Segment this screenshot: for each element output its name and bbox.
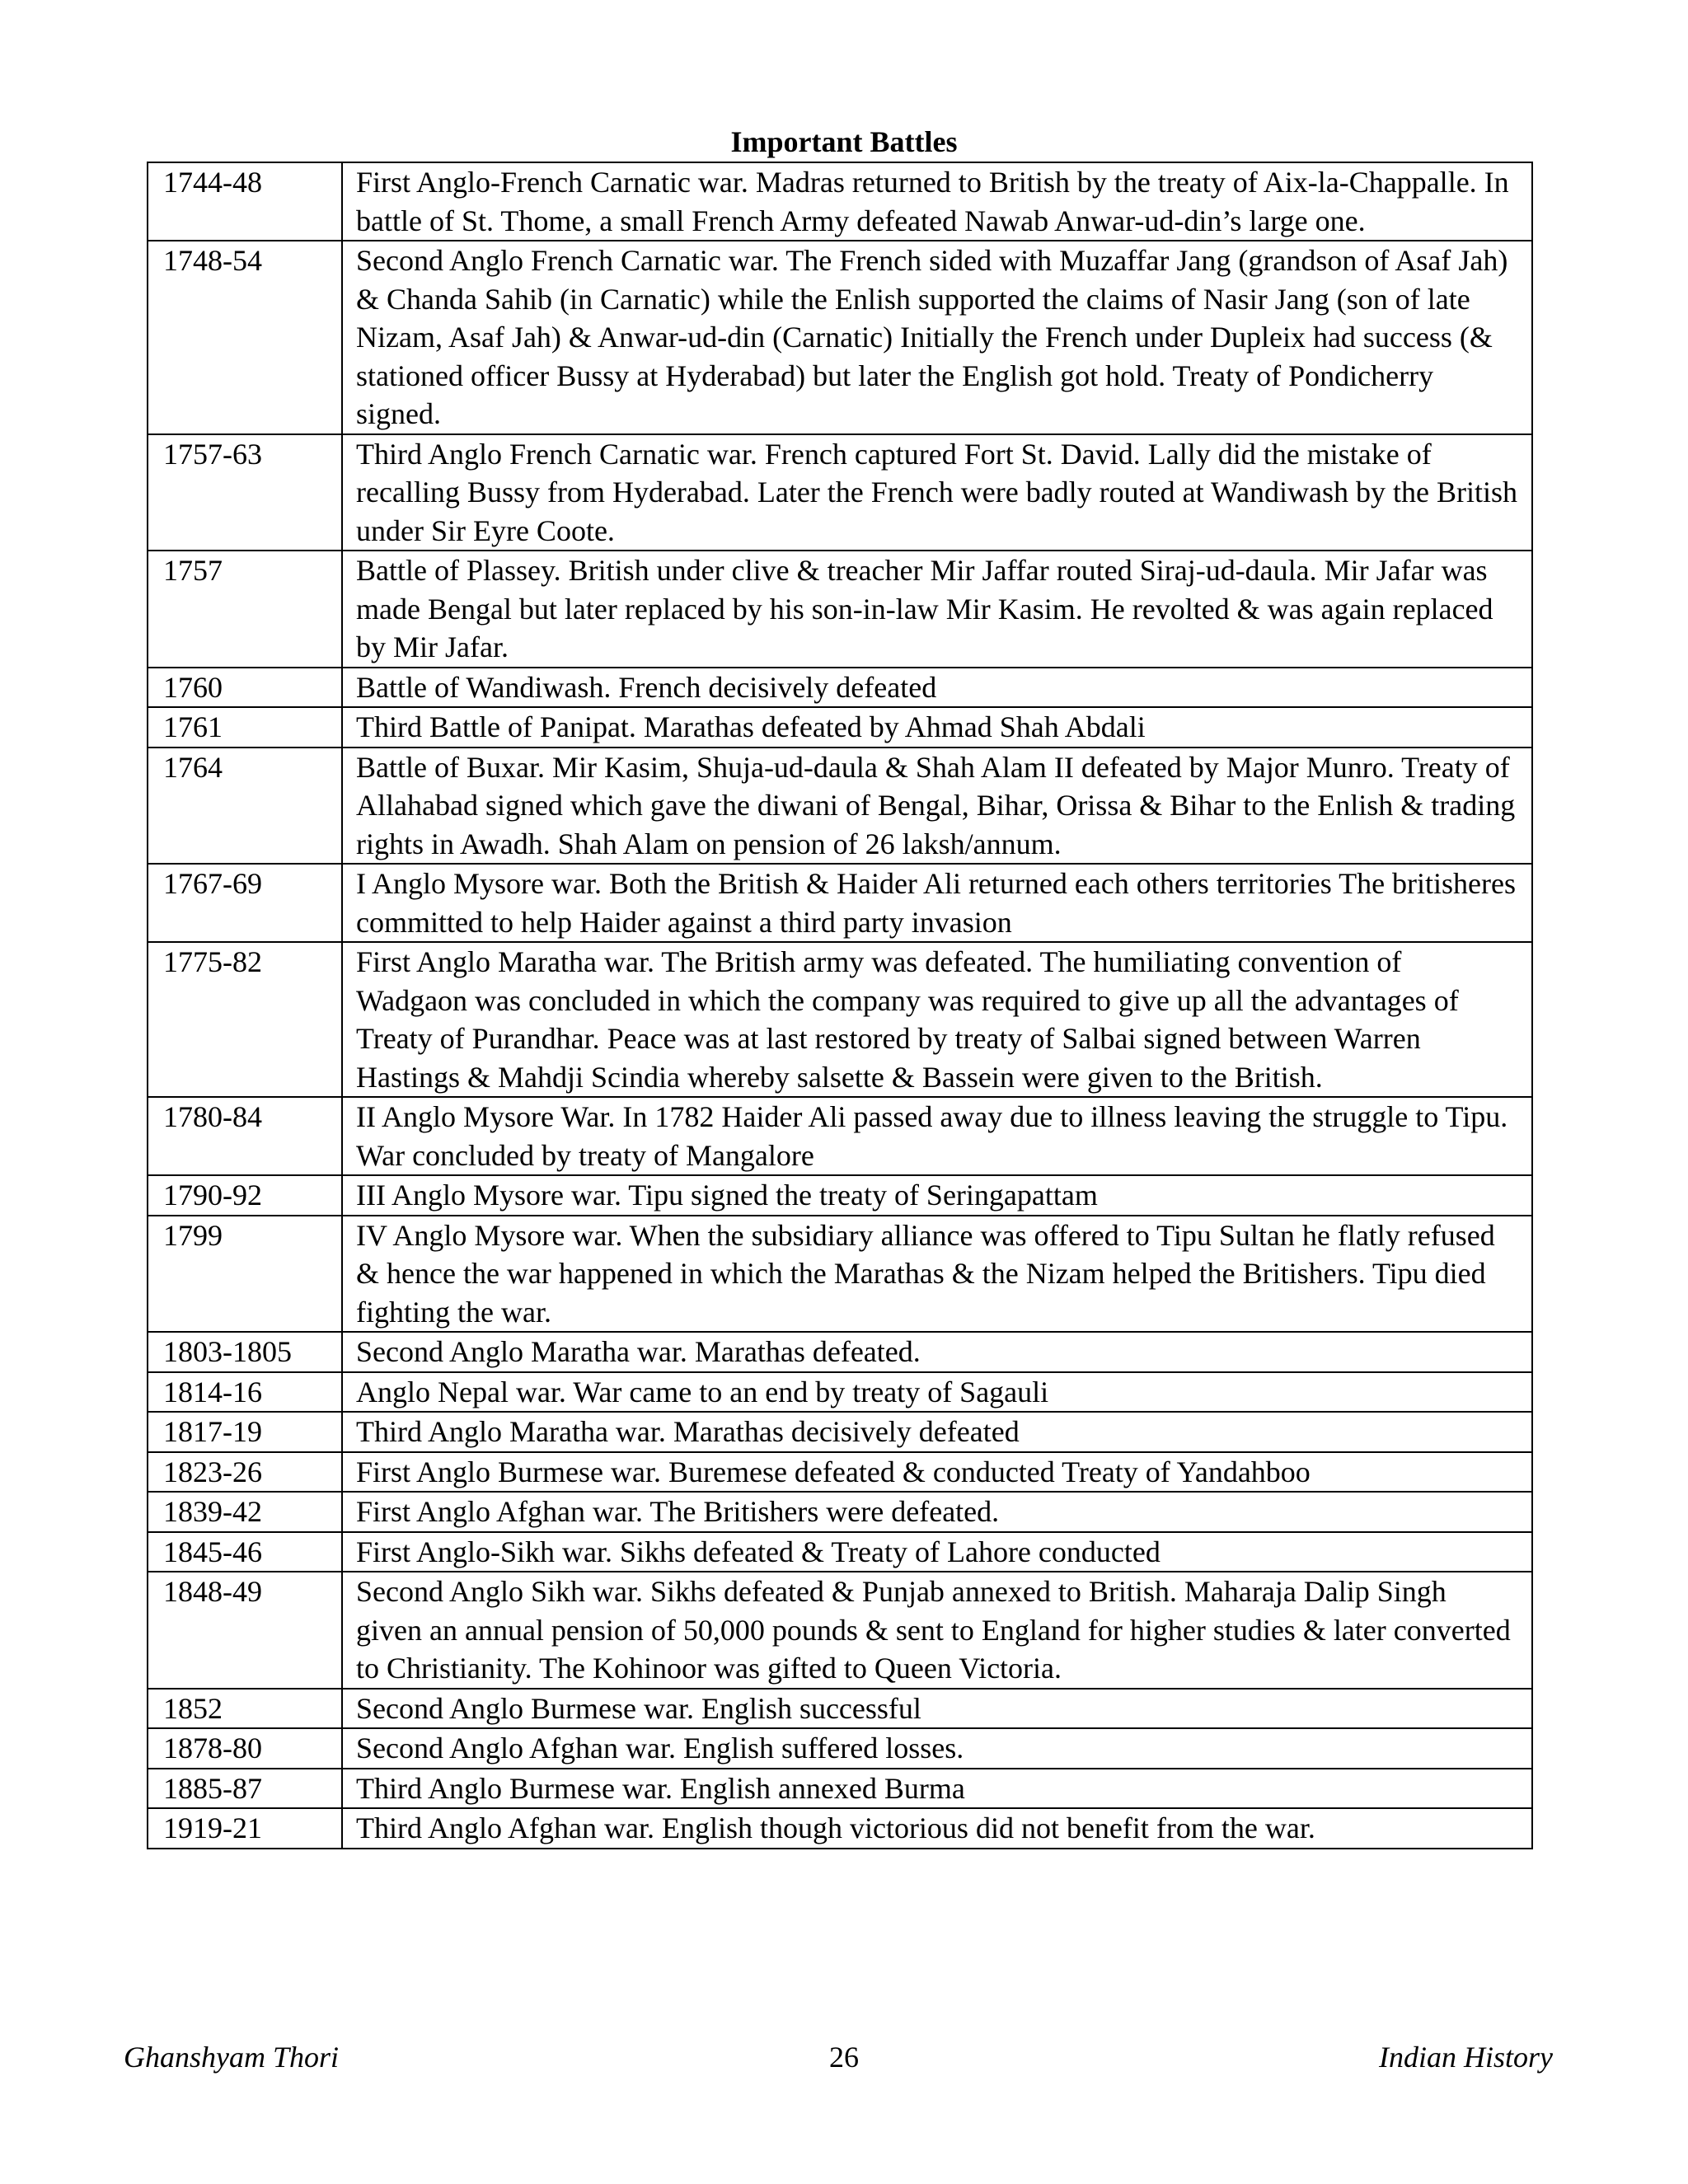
year-cell: 1790-92 [148,1175,342,1216]
table-row [148,1332,1532,1372]
table-row [148,1097,1532,1175]
year-cell: 1885-87 [148,1769,342,1809]
footer-page-number: 26 [829,2041,859,2074]
table-row [148,1412,1532,1452]
year-cell: 1775-82 [148,942,342,1097]
year-cell: 1814-16 [148,1372,342,1413]
event-cell: Anglo Nepal war. War came to an end by treaty of Sagauli [342,1372,1532,1413]
event-cell: Third Anglo French Carnatic war. French captured Fort St. David. Lally did the mistake of recalling Bussy from Hyderabad. Later the French were badly routed at Wandiwash by the British under Sir Eyre Coote. [342,434,1532,551]
year-cell: 1761 [148,707,342,748]
year-cell: 1799 [148,1216,342,1333]
event-cell: Second Anglo Sikh war. Sikhs defeated & Punjab annexed to British. Maharaja Dalip Singh given an annual pension of 50,000 pounds & sent to England for higher studies & later converted to Christianity. The Kohinoor was gifted to Queen Victoria. [342,1572,1532,1689]
table-row [148,1492,1532,1532]
event-cell: I Anglo Mysore war. Both the British & Haider Ali returned each others territories The britisheres committed to help Haider against a third party invasion [342,864,1532,942]
year-cell: 1764 [148,748,342,865]
table-row [148,1216,1532,1333]
event-cell: First Anglo-French Carnatic war. Madras returned to British by the treaty of Aix-la-Chappalle. In battle of St. Thome, a small French Army defeated Nawab Anwar-ud-din’s large one. [342,162,1532,241]
table-row [148,1175,1532,1216]
event-cell: Third Anglo Afghan war. English though victorious did not benefit from the war. [342,1808,1532,1849]
event-cell: First Anglo-Sikh war. Sikhs defeated & Treaty of Lahore conducted [342,1532,1532,1572]
table-row [148,434,1532,551]
table-row [148,748,1532,865]
event-cell: Battle of Plassey. British under clive & treacher Mir Jaffar routed Siraj-ud-daula. Mir Jafar was made Bengal but later replaced by his son-in-law Mir Kasim. He revolted & was again replaced by Mir Jafar. [342,551,1532,668]
footer-author: Ghanshyam Thori [124,2041,340,2074]
year-cell: 1845-46 [148,1532,342,1572]
event-cell: First Anglo Afghan war. The Britishers were defeated. [342,1492,1532,1532]
event-cell: Second Anglo Burmese war. English successful [342,1689,1532,1729]
year-cell: 1760 [148,668,342,708]
table-row [148,1372,1532,1413]
battles-table [147,162,1533,1849]
table-row [148,1689,1532,1729]
event-cell: II Anglo Mysore War. In 1782 Haider Ali passed away due to illness leaving the struggle to Tipu. War concluded by treaty of Mangalore [342,1097,1532,1175]
table-row [148,162,1532,241]
table-row [148,1452,1532,1493]
year-cell: 1878-80 [148,1728,342,1769]
event-cell: Second Anglo Afghan war. English suffered losses. [342,1728,1532,1769]
year-cell: 1839-42 [148,1492,342,1532]
event-cell: Battle of Buxar. Mir Kasim, Shuja-ud-daula & Shah Alam II defeated by Major Munro. Treaty of Allahabad signed which gave the diwani of Bengal, Bihar, Orissa & Bihar to the Enlish & trading rights in Awadh. Shah Alam on pension of 26 laksh/annum. [342,748,1532,865]
table-row [148,1808,1532,1849]
table-row [148,1769,1532,1809]
event-cell: Second Anglo Maratha war. Marathas defeated. [342,1332,1532,1372]
event-cell: Third Battle of Panipat. Marathas defeated by Ahmad Shah Abdali [342,707,1532,748]
year-cell: 1757 [148,551,342,668]
table-row [148,1572,1532,1689]
table-row [148,241,1532,434]
table-row [148,1728,1532,1769]
event-cell: III Anglo Mysore war. Tipu signed the treaty of Seringapattam [342,1175,1532,1216]
event-cell: Second Anglo French Carnatic war. The French sided with Muzaffar Jang (grandson of Asaf Jah) & Chanda Sahib (in Carnatic) while the Enlish supported the claims of Nasir Jang (son of late Nizam, Asaf Jah) & Anwar-ud-din (Carnatic) Initially the French under Dupleix had success (& stationed officer Bussy at Hyderabad) but later the English got hold. Treaty of Pondicherry signed. [342,241,1532,434]
year-cell: 1852 [148,1689,342,1729]
year-cell: 1757-63 [148,434,342,551]
year-cell: 1919-21 [148,1808,342,1849]
year-cell: 1767-69 [148,864,342,942]
year-cell: 1817-19 [148,1412,342,1452]
event-cell: Battle of Wandiwash. French decisively defeated [342,668,1532,708]
year-cell: 1823-26 [148,1452,342,1493]
year-cell: 1780-84 [148,1097,342,1175]
page-title: Important Battles [730,125,958,158]
table-row [148,1532,1532,1572]
event-cell: IV Anglo Mysore war. When the subsidiary alliance was offered to Tipu Sultan he flatly refused & hence the war happened in which the Marathas & the Nizam helped the Britishers. Tipu died fighting the war. [342,1216,1532,1333]
table-row [148,707,1532,748]
year-cell: 1748-54 [148,241,342,434]
year-cell: 1803-1805 [148,1332,342,1372]
table-row [148,668,1532,708]
event-cell: Third Anglo Burmese war. English annexed Burma [342,1769,1532,1809]
table-row [148,864,1532,942]
table-row [148,942,1532,1097]
event-cell: First Anglo Maratha war. The British army was defeated. The humiliating convention of Wadgaon was concluded in which the company was required to give up all the advantages of Treaty of Purandhar. Peace was at last restored by treaty of Salbai signed between Warren Hastings & Mahdji Scindia whereby salsette & Bassein were given to the British. [342,942,1532,1097]
year-cell: 1744-48 [148,162,342,241]
event-cell: Third Anglo Maratha war. Marathas decisively defeated [342,1412,1532,1452]
footer-book-title: Indian History [1379,2041,1553,2074]
year-cell: 1848-49 [148,1572,342,1689]
event-cell: First Anglo Burmese war. Buremese defeated & conducted Treaty of Yandahboo [342,1452,1532,1493]
table-row [148,551,1532,668]
